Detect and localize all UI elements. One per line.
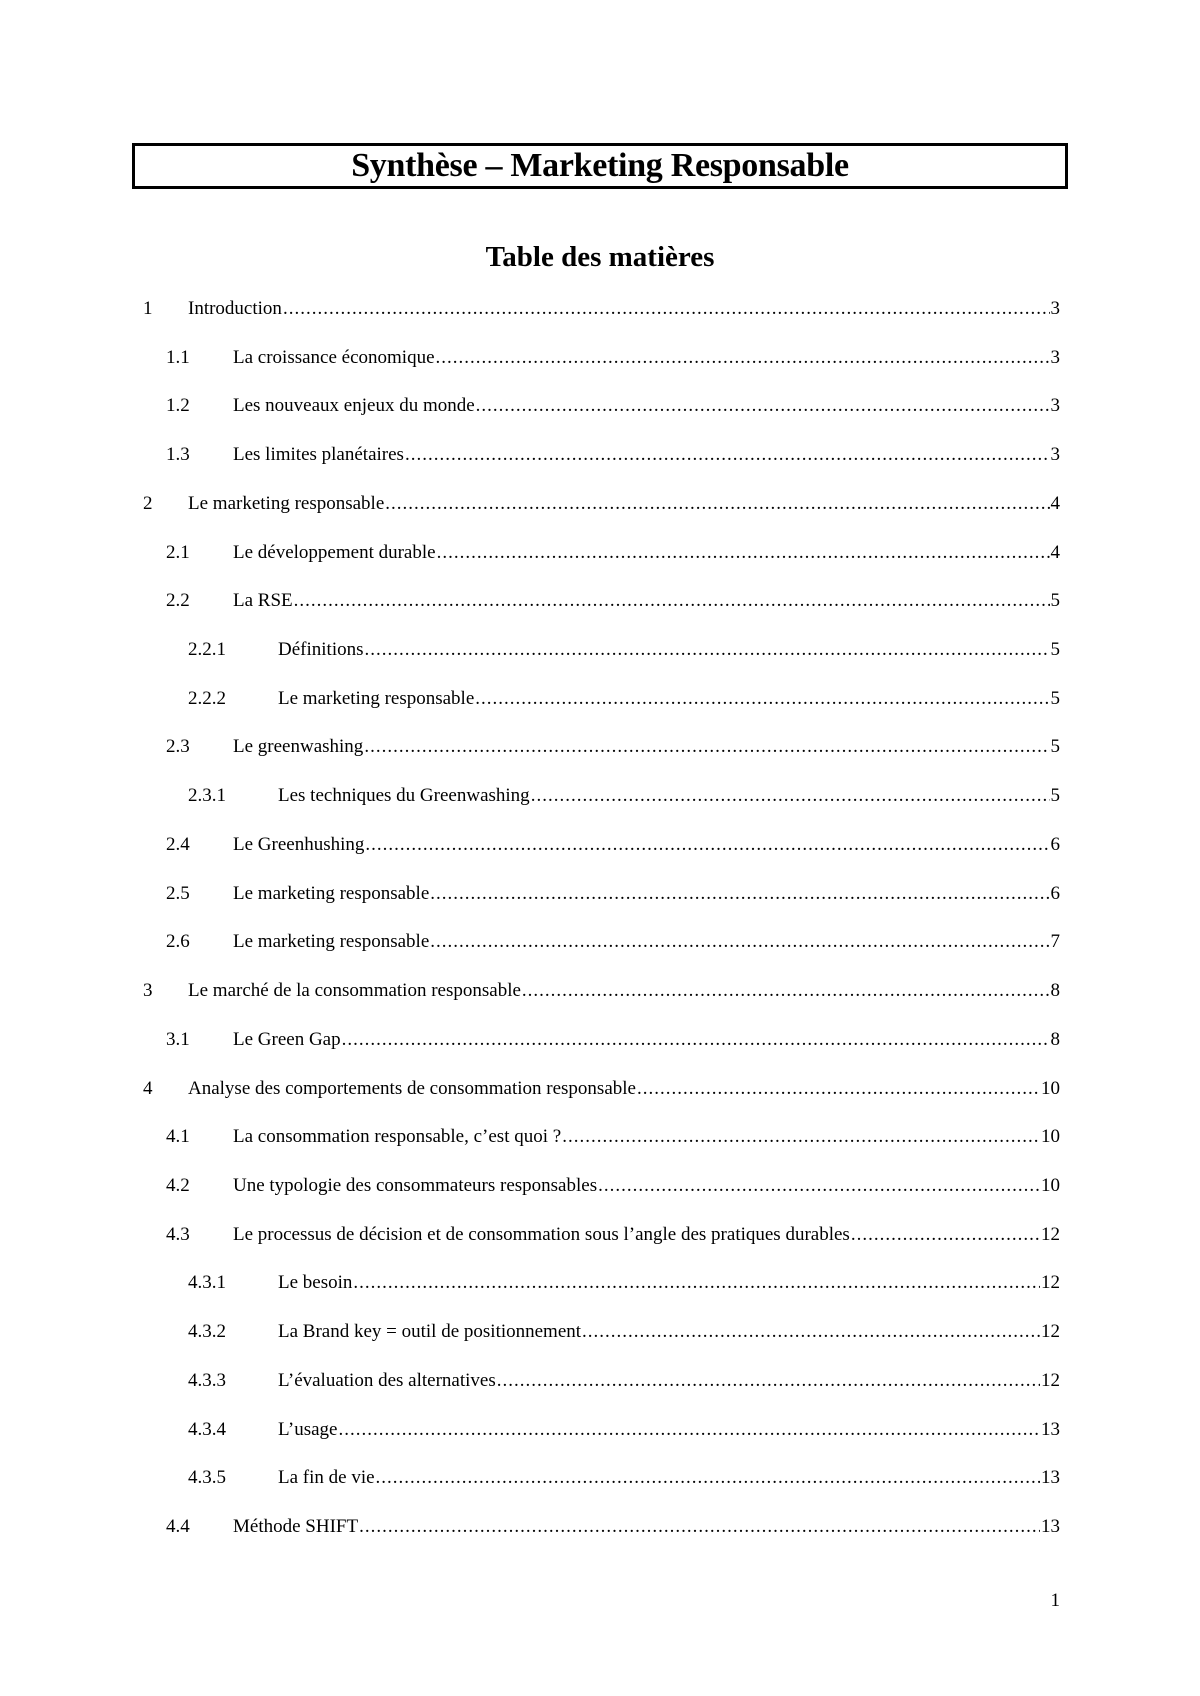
toc-dot-leader [359, 1514, 1040, 1540]
toc-entry[interactable] [166, 1514, 1060, 1540]
toc-entry-number: 4.3.2 [188, 1321, 226, 1342]
toc-entry[interactable] [143, 296, 1060, 322]
toc-entry-number: 1.2 [166, 395, 190, 416]
toc-entry-page: 12 [1041, 1272, 1060, 1293]
toc-dot-leader [294, 588, 1050, 614]
toc-entry-number: 1 [143, 298, 153, 319]
toc-entry-number: 4.2 [166, 1175, 190, 1196]
toc-entry[interactable] [188, 1417, 1060, 1443]
toc-entry-page: 3 [1050, 395, 1060, 416]
toc-entry-number: 2.5 [166, 883, 190, 904]
toc-entry-label: L’évaluation des alternatives [278, 1370, 496, 1391]
toc-entry-label: L’usage [278, 1419, 338, 1440]
toc-entry-page: 10 [1041, 1078, 1060, 1099]
toc-entry-label: Une typologie des consommateurs responsables [233, 1175, 598, 1196]
toc-entry-label: Le développement durable [233, 542, 436, 563]
toc-dot-leader [385, 491, 1049, 517]
toc-dot-leader [598, 1173, 1040, 1199]
toc-entry-number: 2.2.1 [188, 639, 226, 660]
toc-entry-label: La Brand key = outil de positionnement [278, 1321, 582, 1342]
toc-entry-number: 4.3.3 [188, 1370, 226, 1391]
toc-entry[interactable] [188, 1465, 1060, 1491]
toc-dot-leader [283, 296, 1050, 322]
toc-entry-label: Les techniques du Greenwashing [278, 785, 530, 806]
toc-entry-number: 2.2 [166, 590, 190, 611]
toc-entry-page: 12 [1041, 1370, 1060, 1391]
toc-dot-leader [364, 734, 1049, 760]
document-title: Synthèse – Marketing Responsable [351, 147, 849, 184]
toc-dot-leader [405, 442, 1050, 468]
toc-dot-leader [430, 929, 1049, 955]
toc-dot-leader [851, 1222, 1040, 1248]
toc-entry-label: Introduction [188, 298, 282, 319]
toc-entry[interactable] [166, 345, 1060, 371]
toc-entry-page: 5 [1050, 688, 1060, 709]
toc-entry[interactable] [166, 588, 1060, 614]
toc-dot-leader [436, 345, 1050, 371]
toc-entry-label: La fin de vie [278, 1467, 375, 1488]
toc-entry-number: 4.4 [166, 1516, 190, 1537]
toc-entry-number: 2.3 [166, 736, 190, 757]
toc-entry-label: Les limites planétaires [233, 444, 404, 465]
toc-dot-leader [637, 1076, 1040, 1102]
toc-entry-label: Le Green Gap [233, 1029, 341, 1050]
toc-entry-page: 3 [1050, 298, 1060, 319]
toc-entry-number: 2.1 [166, 542, 190, 563]
toc-entry-number: 1.3 [166, 444, 190, 465]
toc-entry-label: La consommation responsable, c’est quoi ? [233, 1126, 562, 1147]
toc-entry-page: 5 [1050, 639, 1060, 660]
toc-entry-label: Le marketing responsable [188, 493, 385, 514]
toc-entry-number: 2.4 [166, 834, 190, 855]
toc-entry-page: 6 [1050, 834, 1060, 855]
toc-entry-label: Les nouveaux enjeux du monde [233, 395, 475, 416]
toc-entry-label: Le besoin [278, 1272, 353, 1293]
toc-entry-label: La RSE [233, 590, 293, 611]
toc-entry[interactable] [188, 1368, 1060, 1394]
toc-entry-page: 10 [1041, 1126, 1060, 1147]
toc-dot-leader [497, 1368, 1040, 1394]
toc-entry-number: 3.1 [166, 1029, 190, 1050]
toc-entry-label: Analyse des comportements de consommation responsable [188, 1078, 636, 1099]
toc-entry-number: 4.3.5 [188, 1467, 226, 1488]
toc-entry[interactable] [188, 1319, 1060, 1345]
toc-entry[interactable] [166, 929, 1060, 955]
toc-entry[interactable] [166, 1124, 1060, 1150]
toc-entry-number: 2.3.1 [188, 785, 226, 806]
toc-entry[interactable] [166, 1027, 1060, 1053]
toc-entry[interactable] [166, 1173, 1060, 1199]
toc-dot-leader [342, 1027, 1050, 1053]
toc-entry-number: 4.1 [166, 1126, 190, 1147]
page-number: 1 [1050, 1590, 1060, 1611]
toc-dot-leader [531, 783, 1050, 809]
toc-entry-number: 4.3.4 [188, 1419, 226, 1440]
toc-entry-page: 6 [1050, 883, 1060, 904]
toc-dot-leader [437, 540, 1050, 566]
toc-entry[interactable] [166, 540, 1060, 566]
toc-entry-number: 2.2.2 [188, 688, 226, 709]
toc-entry-label: Le marketing responsable [278, 688, 475, 709]
toc-entry-number: 2.6 [166, 931, 190, 952]
toc-entry-number: 4.3.1 [188, 1272, 226, 1293]
toc-entry-label: Le marketing responsable [233, 931, 430, 952]
toc-entry-label: Le greenwashing [233, 736, 364, 757]
toc-dot-leader [582, 1319, 1040, 1345]
toc-heading: Table des matières [485, 241, 715, 273]
toc-entry[interactable] [188, 783, 1060, 809]
toc-entry-number: 3 [143, 980, 153, 1001]
toc-entry-page: 3 [1050, 347, 1060, 368]
toc-entry-page: 5 [1050, 785, 1060, 806]
toc-entry[interactable] [166, 1222, 1060, 1248]
toc-dot-leader [562, 1124, 1040, 1150]
toc-entry-number: 4.3 [166, 1224, 190, 1245]
toc-entry-page: 5 [1050, 736, 1060, 757]
toc-entry-page: 7 [1050, 931, 1060, 952]
toc-dot-leader [338, 1417, 1040, 1443]
toc-dot-leader [522, 978, 1050, 1004]
toc-entry-number: 4 [143, 1078, 153, 1099]
toc-entry-label: Le marché de la consommation responsable [188, 980, 521, 1001]
toc-dot-leader [376, 1465, 1040, 1491]
toc-entry-page: 13 [1041, 1516, 1060, 1537]
toc-entry[interactable] [188, 1270, 1060, 1296]
toc-entry[interactable] [188, 637, 1060, 663]
toc-entry[interactable] [143, 1076, 1060, 1102]
toc-entry[interactable] [166, 881, 1060, 907]
toc-entry-label: Méthode SHIFT [233, 1516, 359, 1537]
toc-entry[interactable] [166, 393, 1060, 419]
toc-entry-number: 1.1 [166, 347, 190, 368]
toc-entry-label: La croissance économique [233, 347, 435, 368]
toc-entry-label: Le Greenhushing [233, 834, 365, 855]
toc-entry-page: 3 [1050, 444, 1060, 465]
toc-entry-page: 8 [1050, 980, 1060, 1001]
toc-entry[interactable] [143, 978, 1060, 1004]
toc-entry-page: 13 [1041, 1419, 1060, 1440]
toc-entry-page: 5 [1050, 590, 1060, 611]
toc-entry[interactable] [166, 832, 1060, 858]
toc-entry[interactable] [166, 734, 1060, 760]
toc-dot-leader [430, 881, 1049, 907]
toc-entry[interactable] [188, 686, 1060, 712]
toc-entry-page: 12 [1041, 1321, 1060, 1342]
toc-entry-number: 2 [143, 493, 153, 514]
toc-dot-leader [365, 637, 1050, 663]
toc-dot-leader [365, 832, 1049, 858]
toc-dot-leader [353, 1270, 1040, 1296]
toc-dot-leader [475, 686, 1049, 712]
toc-entry-label: Définitions [278, 639, 364, 660]
toc-entry-page: 12 [1041, 1224, 1060, 1245]
toc-entry-label: Le marketing responsable [233, 883, 430, 904]
toc-entry-page: 4 [1050, 542, 1060, 563]
toc-entry[interactable] [166, 442, 1060, 468]
toc-entry[interactable] [143, 491, 1060, 517]
toc-entry-label: Le processus de décision et de consommation sous l’angle des pratiques durables [233, 1224, 850, 1245]
toc-entry-page: 8 [1050, 1029, 1060, 1050]
toc-entry-page: 10 [1041, 1175, 1060, 1196]
toc-dot-leader [476, 393, 1050, 419]
toc-entry-page: 4 [1050, 493, 1060, 514]
toc-entry-page: 13 [1041, 1467, 1060, 1488]
